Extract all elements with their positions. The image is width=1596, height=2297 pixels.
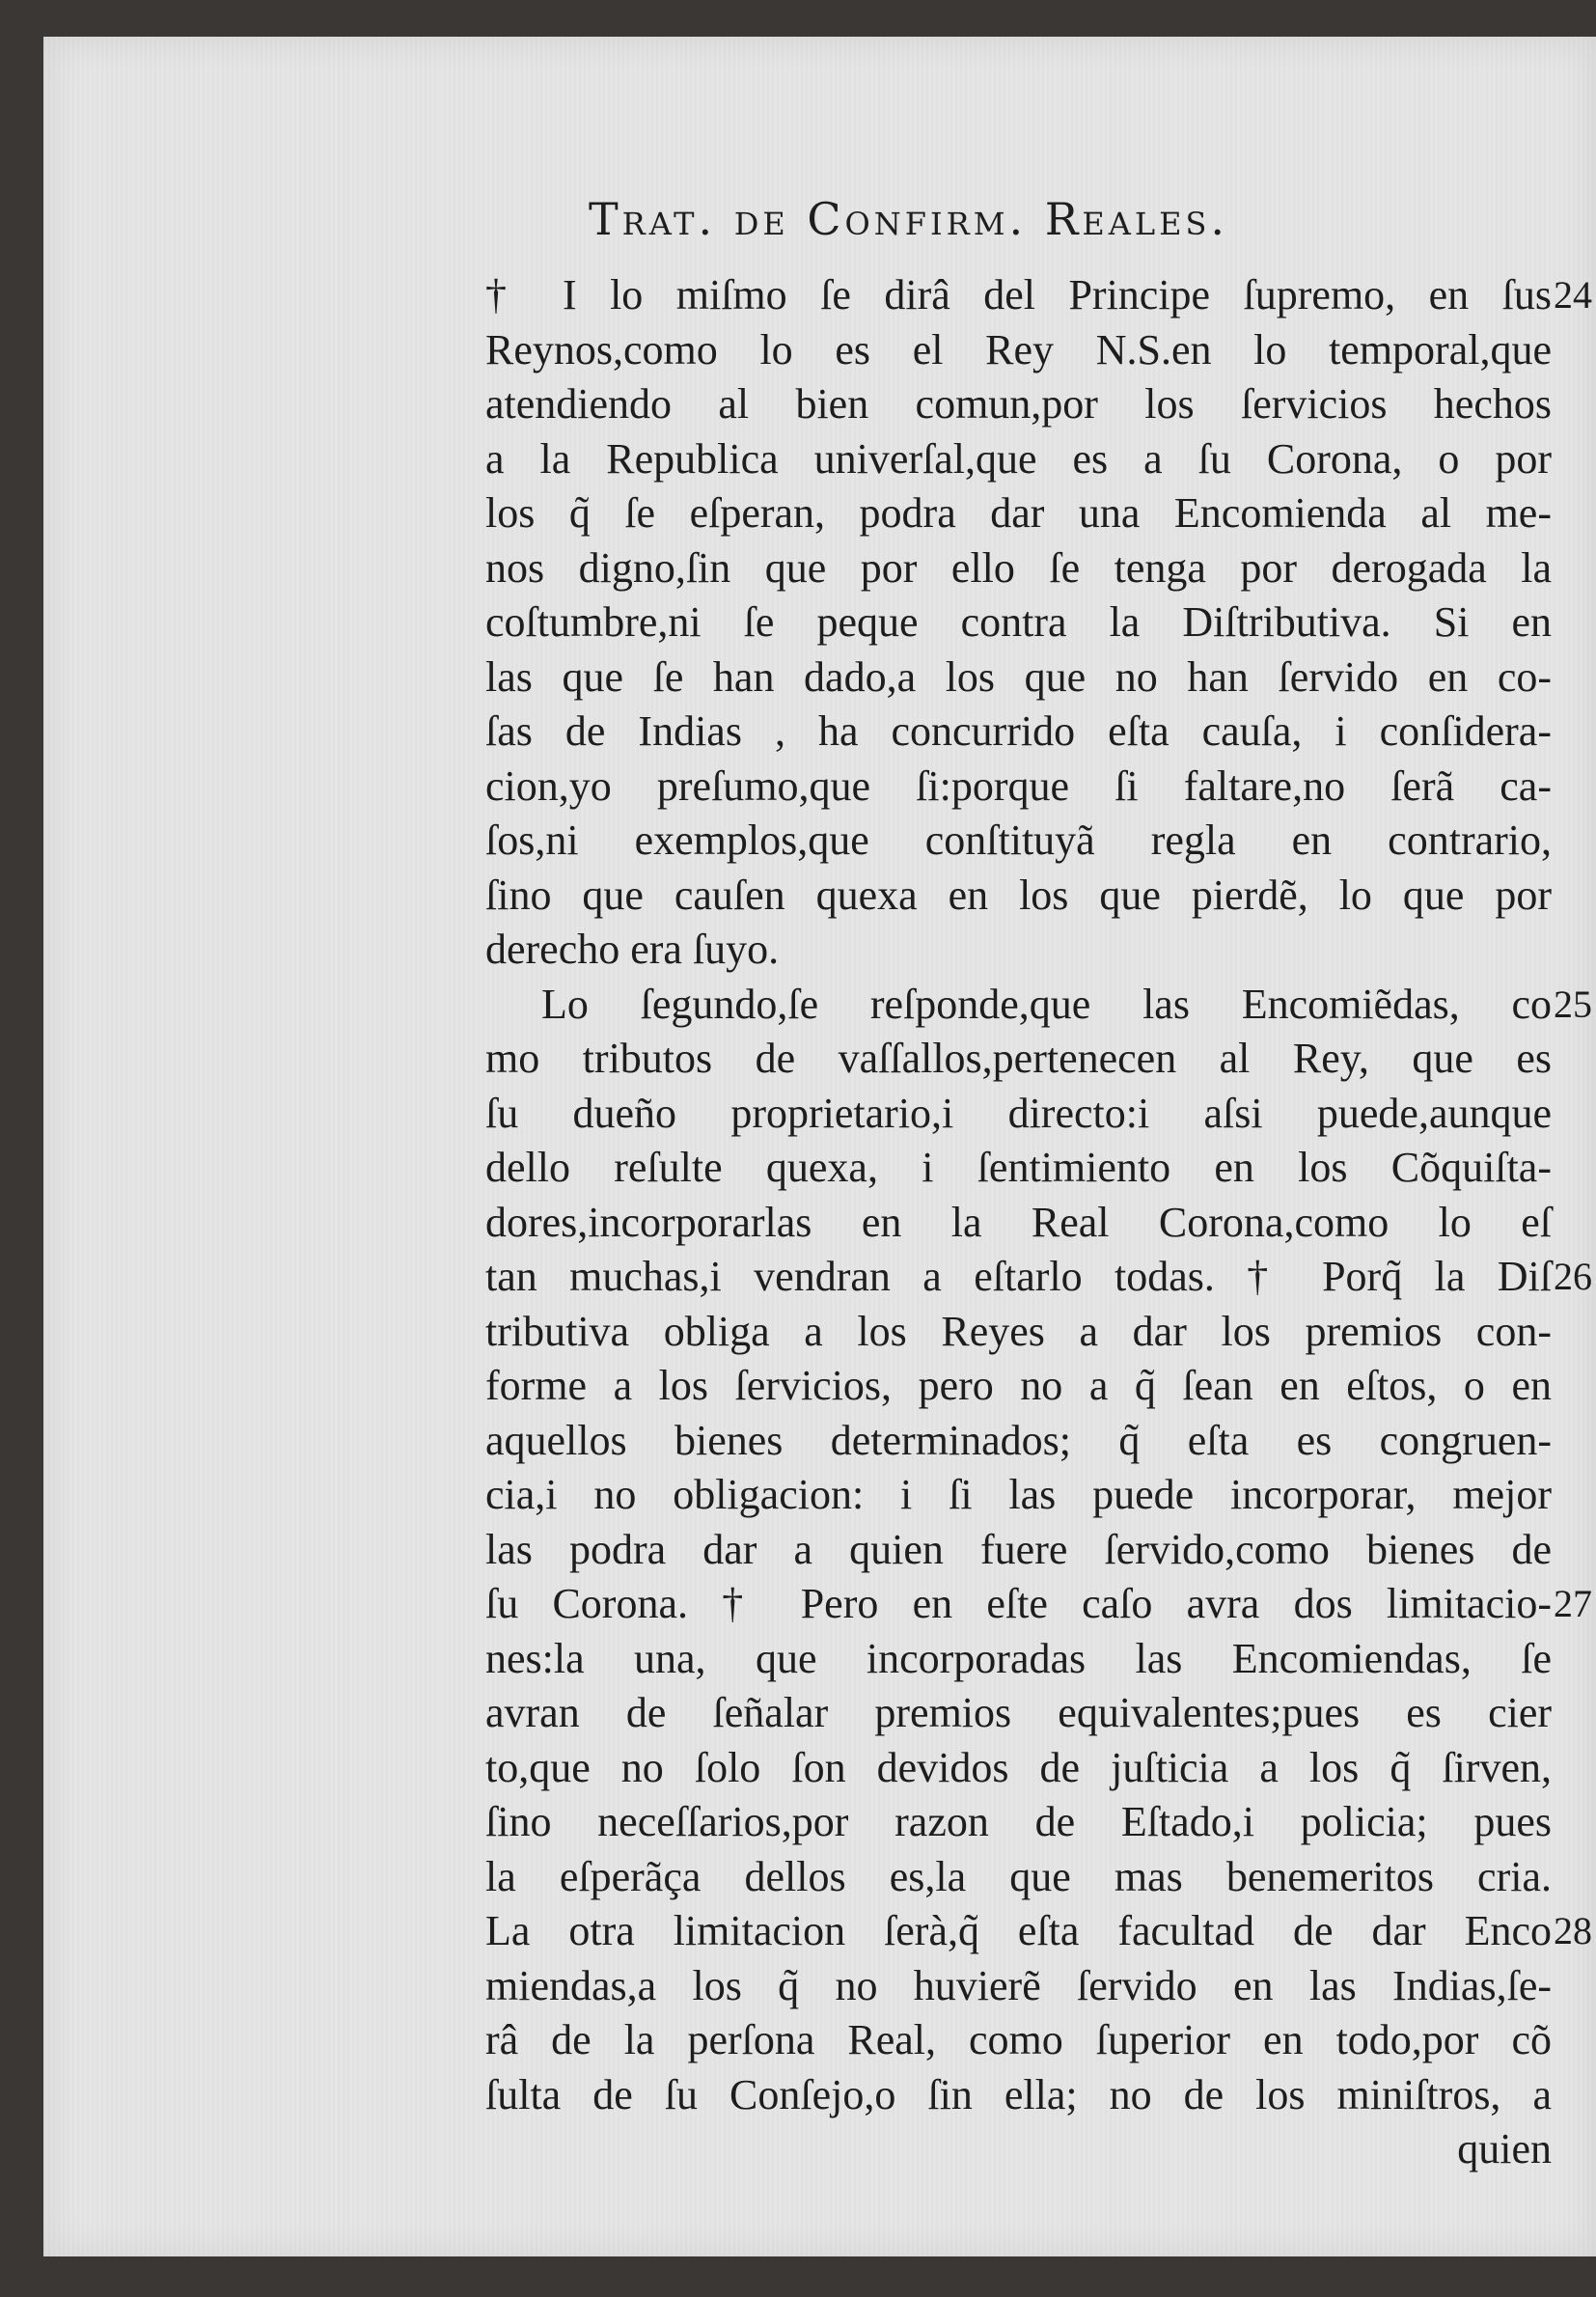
text-line: los q̃ ſe eſperan, podra dar una Encomienda al me-	[485, 489, 1552, 537]
text-line: ſino que cauſen quexa en los que pierdẽ, lo que por	[485, 871, 1552, 919]
text-line: ſu Corona. † Pero en eſte caſo avra dos limitacio-	[485, 1580, 1552, 1627]
text-line: miendas,a los q̃ no huvierẽ ſervido en las Indias,ſe-	[485, 1961, 1552, 2009]
text-line: las podra dar a quien fuere ſervido,como bienes de	[485, 1525, 1552, 1573]
text-line: coſtumbre,ni ſe peque contra la Diſtributiva. Si en	[485, 598, 1552, 646]
text-line: atendiendo al bien comun,por los ſervicios hechos	[485, 380, 1552, 428]
text-line: ſulta de ſu Conſejo,o ſin ella; no de los miniſtros, a	[485, 2070, 1552, 2118]
catchword: quien	[1457, 2125, 1552, 2172]
text-line: ſos,ni exemplos,que conſtituyã regla en contrario,	[485, 816, 1552, 864]
running-head: Trat. de Confirm. Reales.	[589, 193, 1228, 245]
text-line: Reynos,como lo es el Rey N.S.en lo temporal,que	[485, 325, 1552, 374]
text-line: ſino neceſſarios,por razon de Eſtado,i policia; pues	[485, 1798, 1552, 1845]
text-line: to,que no ſolo ſon devidos de juſticia a los q̃ ſirven,	[485, 1743, 1552, 1791]
margin-number: 26	[1554, 1255, 1592, 1298]
text-line: las que ſe han dado,a los que no han ſervido en co-	[485, 652, 1552, 701]
margin-number: 25	[1554, 982, 1592, 1026]
text-line: † I lo miſmo ſe dirâ del Principe ſupremo, en ſus	[485, 271, 1552, 318]
text-line: dello reſulte quexa, i ſentimiento en los Cõquiſta-	[485, 1144, 1552, 1191]
book-page	[43, 37, 1596, 2256]
text-line: La otra limitacion ſerà,q̃ eſta facultad de dar Enco	[485, 1907, 1552, 1954]
margin-number: 24	[1554, 273, 1592, 317]
text-line: tributiva obliga a los Reyes a dar los premios con-	[485, 1307, 1552, 1355]
text-line: avran de ſeñalar premios equivalentes;pues es cier	[485, 1689, 1552, 1736]
text-line: cion,yo preſumo,que ſi:porque ſi faltare,no ſerã ca-	[485, 761, 1552, 810]
margin-number: 27	[1554, 1582, 1592, 1625]
text-line: tan muchas,i vendran a eſtarlo todas. † Porq̃ la Diſ	[485, 1253, 1552, 1300]
text-line: nes:la una, que incorporadas las Encomiendas, ſe	[485, 1634, 1552, 1682]
text-line: Lo ſegundo,ſe reſponde,que las Encomiẽdas, co	[541, 980, 1552, 1028]
text-line: a la Republica univerſal,que es a ſu Corona, o por	[485, 434, 1552, 483]
text-line: forme a los ſervicios, pero no a q̃ ſean en eſtos, o en	[485, 1362, 1552, 1409]
text-line: ſas de Indias , ha concurrido eſta cauſa, i conſidera-	[485, 707, 1552, 755]
text-line: cia,i no obligacion: i ſi las puede incorporar, mejor	[485, 1471, 1552, 1518]
margin-number: 28	[1554, 1909, 1592, 1952]
text-line: aquellos bienes determinados; q̃ eſta es congruen-	[485, 1416, 1552, 1464]
text-line: nos digno,ſin que por ello ſe tenga por derogada la	[485, 543, 1552, 592]
text-block	[485, 268, 1552, 2172]
text-line: mo tributos de vaſſallos,pertenecen al Rey, que es	[485, 1035, 1552, 1082]
text-line: râ de la perſona Real, como ſuperior en todo,por cõ	[485, 2016, 1552, 2063]
text-line: la eſperãça dellos es,la que mas benemeritos cria.	[485, 1852, 1552, 1900]
text-line: ſu dueño proprietario,i directo:i aſsi puede,aunque	[485, 1089, 1552, 1137]
text-line: dores,incorporarlas en la Real Corona,como lo eſ	[485, 1198, 1552, 1246]
text-line: derecho era ſuyo.	[485, 926, 780, 973]
